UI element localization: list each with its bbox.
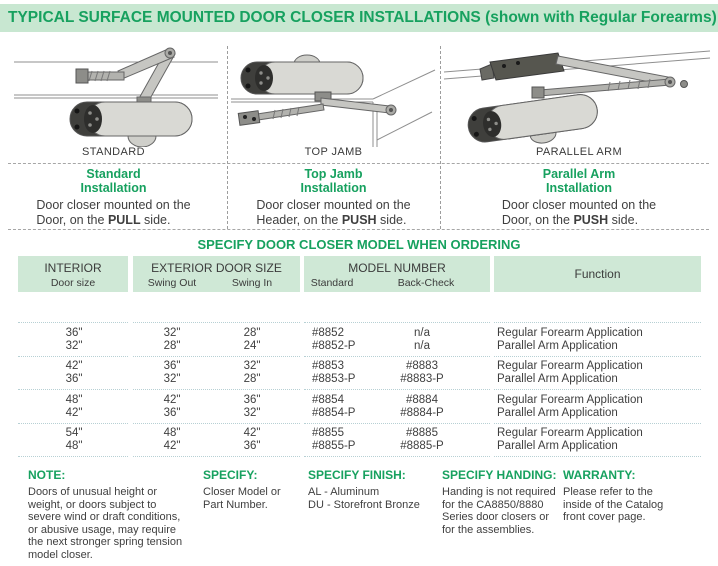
- cell-swing-out: 36": [163, 407, 181, 419]
- cell-swing-in: 36": [243, 394, 261, 406]
- description-standard: [0, 167, 227, 229]
- cell-function: Regular Forearm Application: [497, 360, 643, 372]
- cell-interior: 48": [65, 440, 83, 452]
- row-separator: [18, 456, 701, 457]
- cell-swing-out: 42": [163, 440, 181, 452]
- cell-model-back-check: n/a: [414, 340, 430, 352]
- cell-swing-in: 28": [243, 373, 261, 385]
- cell-function: Regular Forearm Application: [497, 394, 643, 406]
- footnote-specify: SPECIFY: Closer Model or Part Number.: [203, 468, 313, 511]
- parallel-arm-installation-illustration: [440, 42, 718, 147]
- subheader-swing-out: Swing Out: [147, 277, 197, 289]
- description-body: Door closer mounted on the Header, on the PUSH side.: [256, 198, 411, 227]
- column-header-interior: INTERIOR Door size: [18, 256, 128, 292]
- footnote-warranty: WARRANTY: Please refer to the inside of the Catalog front cover page.: [563, 468, 703, 524]
- row-separator: [18, 356, 701, 357]
- cell-swing-out: 48": [163, 427, 181, 439]
- cell-interior: 32": [65, 340, 83, 352]
- cell-model-back-check: #8883-P: [400, 373, 444, 385]
- table-row: [18, 407, 701, 420]
- footnote-heading: SPECIFY:: [203, 468, 258, 482]
- cell-swing-out: 42": [163, 394, 181, 406]
- cell-interior: 42": [65, 407, 83, 419]
- cell-swing-out: 28": [163, 340, 181, 352]
- table-row: [18, 427, 701, 440]
- cell-model-standard: #8852: [312, 327, 344, 339]
- cell-model-standard: #8852-P: [312, 340, 356, 352]
- cell-model-back-check: #8883: [406, 360, 438, 372]
- panel-standard: [0, 42, 227, 162]
- table-row: [18, 440, 701, 453]
- footnote-specify-handing: SPECIFY HANDING: Handing is not required for the CA8850/8880 Series door closers or for the assemblies.: [442, 468, 572, 536]
- cell-function: Parallel Arm Application: [497, 407, 618, 419]
- row-separator: [18, 423, 701, 424]
- illustration-caption: PARALLEL ARM: [535, 146, 623, 158]
- footnote-specify-finish: SPECIFY FINISH: AL - Aluminum DU - Storefront Bronze: [308, 468, 448, 511]
- cell-swing-in: 24": [243, 340, 261, 352]
- cell-function: Parallel Arm Application: [497, 373, 618, 385]
- cell-model-standard: #8853-P: [312, 373, 356, 385]
- panel-top-jamb: [227, 42, 440, 162]
- column-header-exterior: EXTERIOR DOOR SIZE Swing Out Swing In: [133, 256, 300, 292]
- cell-function: Regular Forearm Application: [497, 327, 643, 339]
- subheader-swing-in: Swing In: [231, 277, 273, 289]
- cell-swing-out: 32": [163, 327, 181, 339]
- standard-installation-illustration: [0, 42, 227, 147]
- cell-function: Parallel Arm Application: [497, 440, 618, 452]
- cell-interior: 36": [65, 373, 83, 385]
- column-header-model: MODEL NUMBER Standard Back-Check: [304, 256, 490, 292]
- description-title: Parallel Arm Installation: [542, 167, 616, 195]
- cell-model-standard: #8853: [312, 360, 344, 372]
- cell-model-back-check: #8884-P: [400, 407, 444, 419]
- cell-interior: 42": [65, 360, 83, 372]
- illustration-caption: STANDARD: [82, 146, 145, 158]
- cell-swing-out: 36": [163, 360, 181, 372]
- cell-interior: 48": [65, 394, 83, 406]
- cell-model-standard: #8854: [312, 394, 344, 406]
- footnote-note: NOTE: Doors of unusual height or weight, or doors subject to severe wind or draft conditions, or abusive usage, may require the next stronger spring tension model closer.: [28, 468, 208, 561]
- cell-swing-in: 28": [243, 327, 261, 339]
- description-top-jamb: [227, 167, 440, 229]
- cell-interior: 36": [65, 327, 83, 339]
- top-jamb-installation-illustration: [227, 42, 440, 147]
- table-row: [18, 394, 701, 407]
- description-parallel-arm: [440, 167, 718, 229]
- column-header-function: Function: [494, 256, 701, 292]
- page-header-bar: [0, 4, 718, 32]
- dashed-rule: [8, 163, 709, 164]
- subheader-back-check: Back-Check: [397, 277, 455, 289]
- description-title: Standard Installation: [80, 167, 147, 195]
- cell-model-back-check: #8885-P: [400, 440, 444, 452]
- cell-swing-out: 32": [163, 373, 181, 385]
- cell-swing-in: 36": [243, 440, 261, 452]
- row-separator: [18, 322, 701, 323]
- page-title: TYPICAL SURFACE MOUNTED DOOR CLOSER INSTALLATIONS (shown with Regular Forearms): [8, 9, 717, 26]
- cell-swing-in: 42": [243, 427, 261, 439]
- cell-function: Regular Forearm Application: [497, 427, 643, 439]
- footnote-heading: WARRANTY:: [563, 468, 636, 482]
- ordering-heading: SPECIFY DOOR CLOSER MODEL WHEN ORDERING: [197, 237, 521, 252]
- footnote-heading: SPECIFY HANDING:: [442, 468, 557, 482]
- table-row: [18, 360, 701, 373]
- table-row: [18, 327, 701, 340]
- cell-interior: 54": [65, 427, 83, 439]
- cell-swing-in: 32": [243, 407, 261, 419]
- panel-parallel-arm: [440, 42, 718, 162]
- row-separator: [18, 389, 701, 390]
- subheader-standard: Standard: [310, 277, 354, 289]
- cell-model-back-check: n/a: [414, 327, 430, 339]
- table-row: [18, 340, 701, 353]
- cell-model-back-check: #8884: [406, 394, 438, 406]
- cell-function: Parallel Arm Application: [497, 340, 618, 352]
- cell-model-standard: #8855-P: [312, 440, 356, 452]
- cell-swing-in: 32": [243, 360, 261, 372]
- description-title: Top Jamb Installation: [300, 167, 367, 195]
- footnote-heading: SPECIFY FINISH:: [308, 468, 406, 482]
- cell-model-standard: #8855: [312, 427, 344, 439]
- cell-model-back-check: #8885: [406, 427, 438, 439]
- description-body: Door closer mounted on the Door, on the PULL side.: [36, 198, 191, 227]
- cell-model-standard: #8854-P: [312, 407, 356, 419]
- dashed-rule: [8, 229, 709, 230]
- footnote-heading: NOTE:: [28, 468, 66, 482]
- table-row: [18, 373, 701, 386]
- description-body: Door closer mounted on the Door, on the PUSH side.: [501, 198, 657, 227]
- illustration-caption: TOP JAMB: [304, 146, 363, 158]
